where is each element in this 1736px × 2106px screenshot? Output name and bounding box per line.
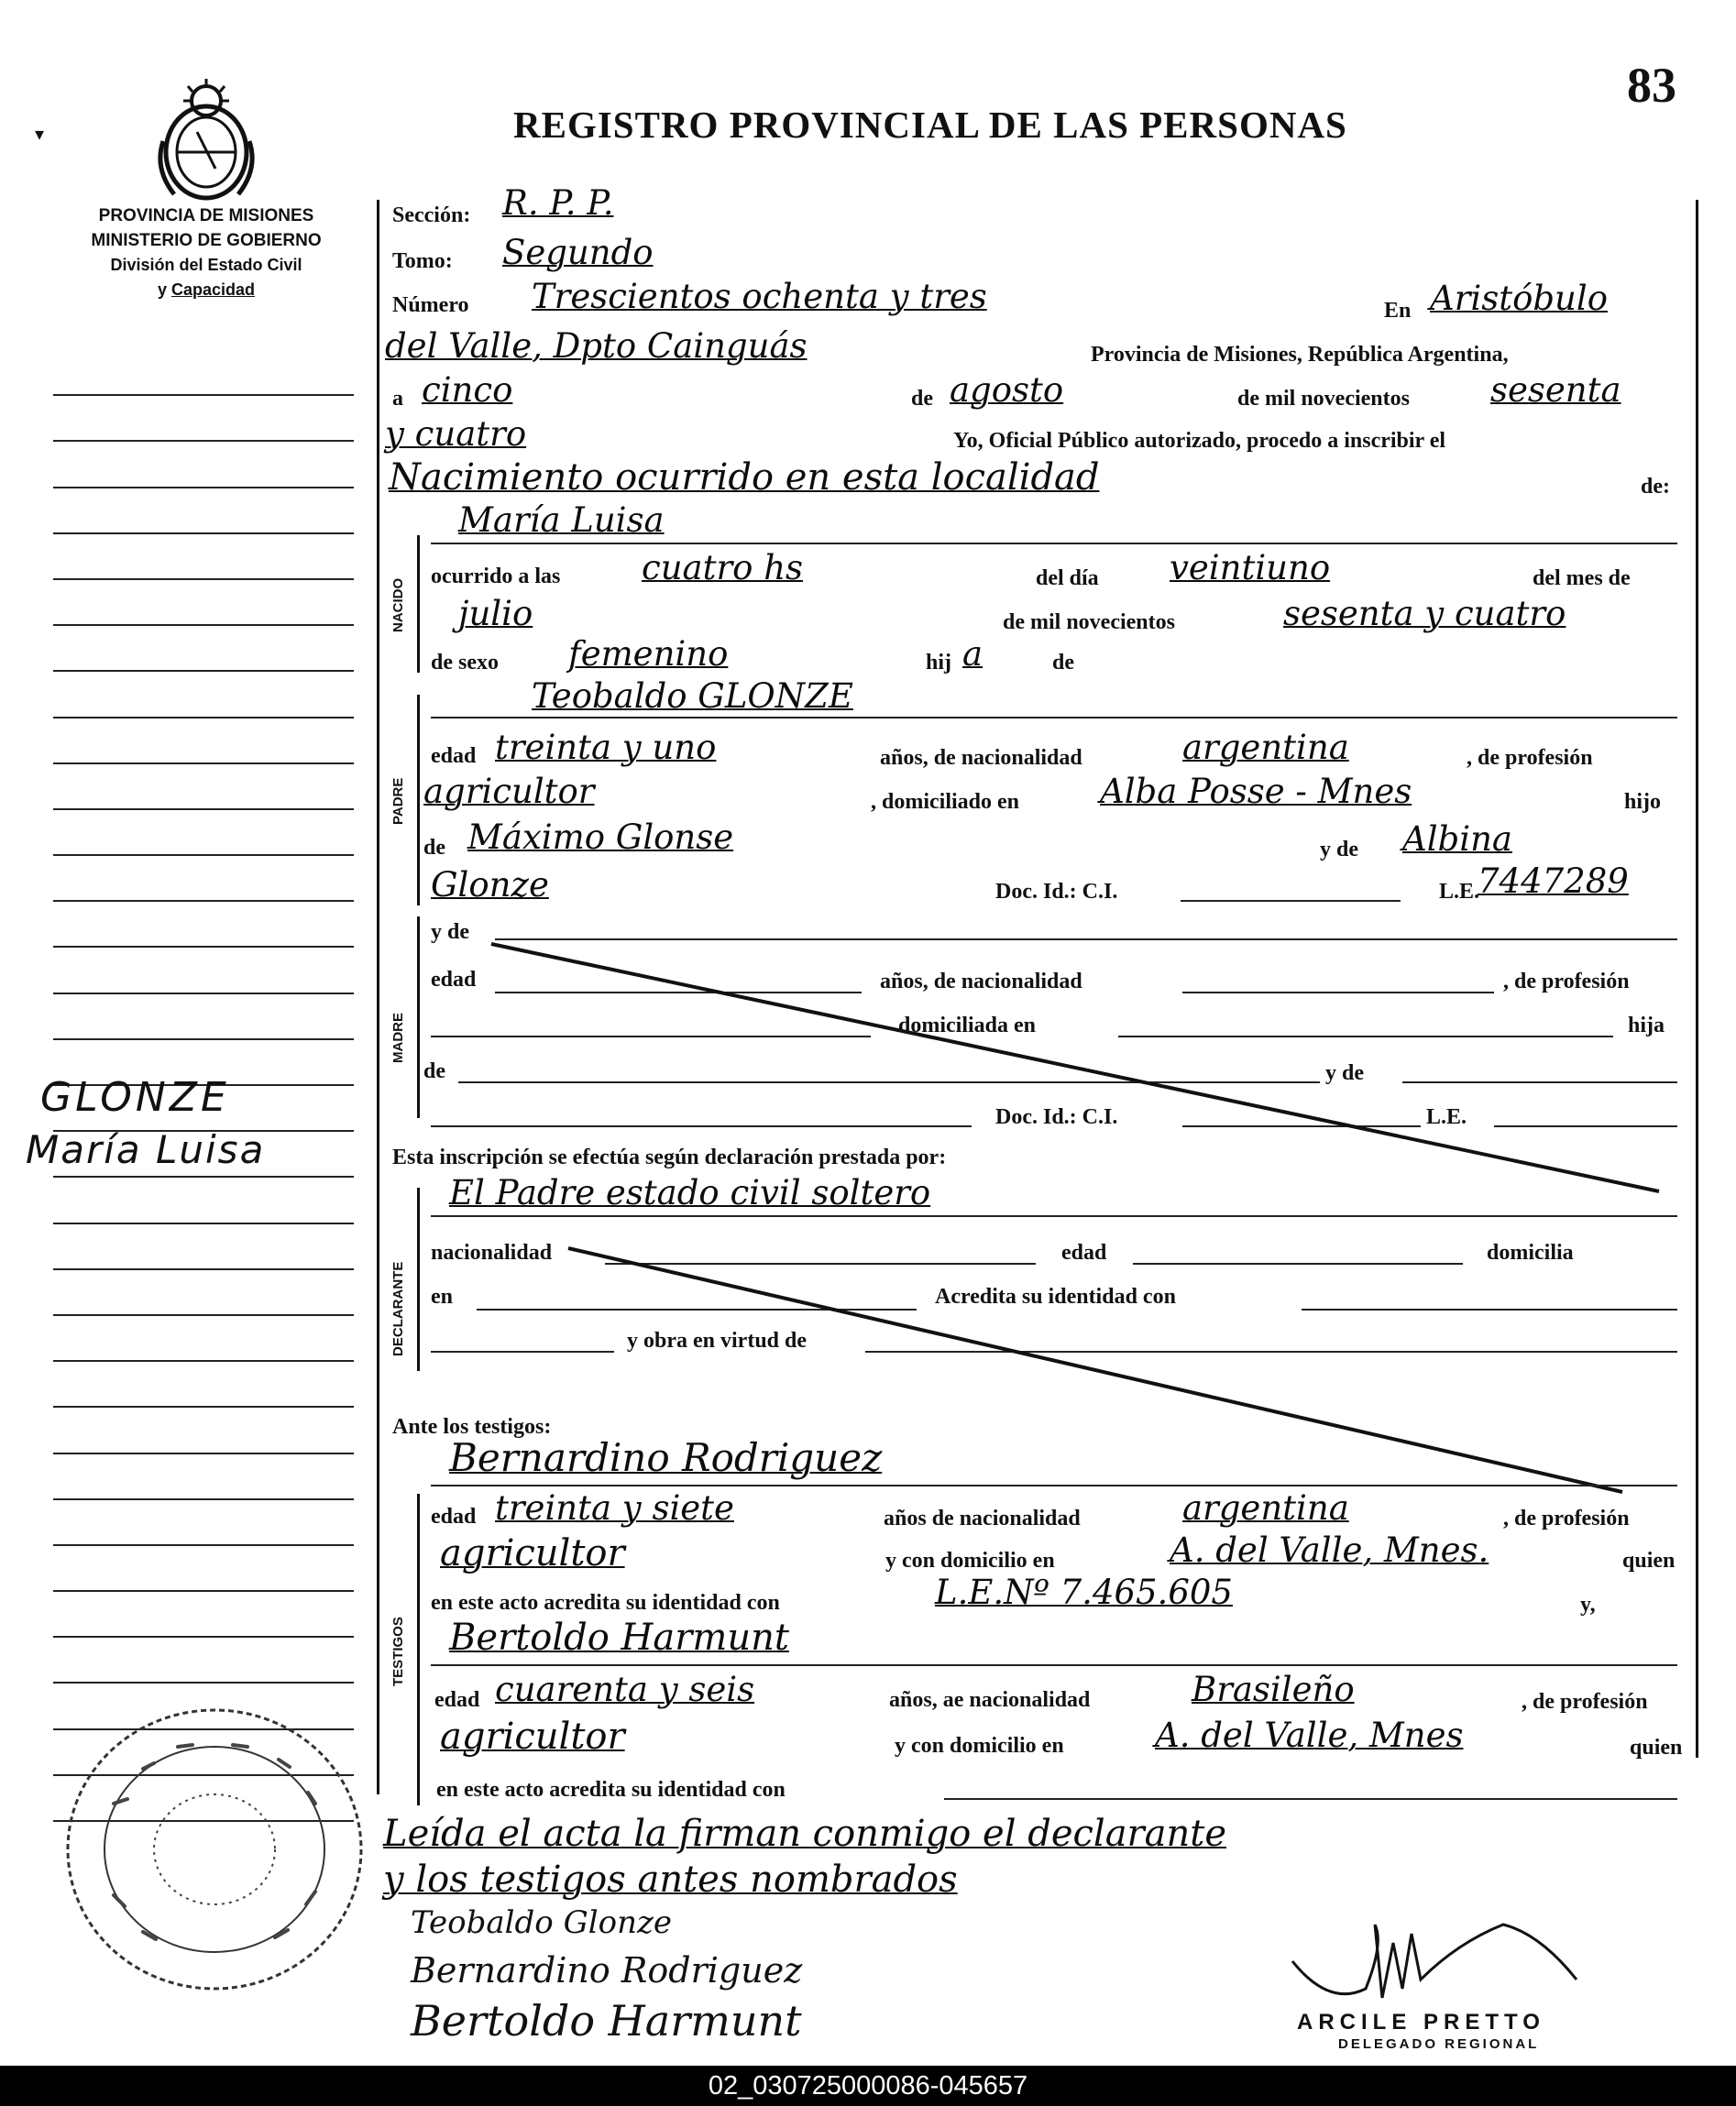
value-mes-nac: julio xyxy=(458,594,533,633)
label-t1-prof: , de profesión xyxy=(1503,1507,1630,1530)
value-anio-nac: sesenta y cuatro xyxy=(1283,594,1566,633)
label-t2-edad: edad xyxy=(434,1688,480,1712)
label-t2-quien: quien xyxy=(1630,1736,1683,1760)
value-padre-le: 7447289 xyxy=(1478,861,1629,901)
label-de-abuelo: de xyxy=(423,836,445,860)
label-padre-nac: años, de nacionalidad xyxy=(880,746,1082,770)
label-y-obra: y obra en virtud de xyxy=(627,1329,808,1353)
label-madre-edad: edad xyxy=(431,968,477,992)
value-t1-nac: argentina xyxy=(1182,1488,1349,1528)
label-en: En xyxy=(1384,299,1412,323)
label-domiciliada: domiciliada en xyxy=(898,1014,1037,1037)
side-label-nacido: NACIDO xyxy=(390,577,406,632)
signature-declarante: Teobaldo Glonze xyxy=(411,1904,673,1941)
value-nombre: María Luisa xyxy=(458,500,665,540)
label-decl-edad: edad xyxy=(1061,1241,1107,1265)
side-label-madre: MADRE xyxy=(390,1013,406,1063)
value-t2-prof: agricultor xyxy=(440,1716,625,1758)
division-prefix: y xyxy=(157,280,171,299)
document-title: REGISTRO PROVINCIAL DE LAS PERSONAS xyxy=(513,104,1347,146)
value-t1-dom: A. del Valle, Mnes. xyxy=(1170,1530,1489,1570)
label-de-hij: de xyxy=(1052,651,1074,675)
label-decl-en: en xyxy=(431,1285,453,1309)
section-divider-testigos xyxy=(417,1494,420,1805)
label-t1-y: y, xyxy=(1580,1593,1596,1617)
label-ocurrido: ocurrido a las xyxy=(431,565,561,588)
label-hij: hij xyxy=(926,651,952,675)
line-testigo-1 xyxy=(431,1485,1677,1486)
value-padre-nac: argentina xyxy=(1182,728,1349,767)
side-label-testigos: TESTIGOS xyxy=(390,1617,406,1686)
label-hijo: hijo xyxy=(1624,790,1662,814)
label-acredita: Acredita su identidad con xyxy=(935,1285,1176,1309)
value-padre-edad: treinta y uno xyxy=(495,728,717,767)
document-id-footer: 02_030725000086-045657 xyxy=(0,2066,1736,2106)
label-t1-dom: y con domicilio en xyxy=(885,1549,1055,1573)
label-t1-nac: años de nacionalidad xyxy=(884,1507,1081,1530)
value-hora: cuatro hs xyxy=(642,548,804,587)
value-tomo: Segundo xyxy=(502,233,654,272)
label-esta-inscripcion: Esta inscripción se efectúa según declaración prestada por: xyxy=(392,1146,947,1169)
label-decl-nac: nacionalidad xyxy=(431,1241,553,1265)
line-testigo-2 xyxy=(431,1664,1677,1666)
value-cierre-2: y los testigos antes nombrados xyxy=(383,1859,958,1901)
value-abuelo: Máximo Glonse xyxy=(467,817,734,857)
margin-surname: GLONZE xyxy=(40,1074,230,1121)
value-mes: agosto xyxy=(950,370,1064,410)
label-t1-quien: quien xyxy=(1622,1549,1676,1573)
label-seccion: Sección: xyxy=(392,203,471,227)
division-name: División del Estado Civil xyxy=(110,256,302,274)
label-de-sexo: de sexo xyxy=(431,651,499,675)
label-domiciliado: , domiciliado en xyxy=(871,790,1020,814)
label-t2-dom: y con domicilio en xyxy=(895,1734,1064,1758)
label-madre-le: L.E. xyxy=(1426,1105,1467,1129)
division-capacidad: Capacidad xyxy=(170,280,256,299)
official-role: DELEGADO REGIONAL xyxy=(1338,2036,1540,2052)
label-t1-acredita: en este acto acredita su identidad con xyxy=(431,1591,780,1615)
value-padre-dom: Alba Posse - Mnes xyxy=(1100,772,1412,811)
label-madre-doc: Doc. Id.: C.I. xyxy=(995,1105,1118,1129)
value-abuela: Albina xyxy=(1402,819,1512,859)
official-signature xyxy=(1274,1906,1586,2016)
label-hija: hija xyxy=(1628,1014,1665,1037)
label-yo-oficial: Yo, Oficial Público autorizado, procedo a inscribir el xyxy=(953,429,1446,453)
label-padre-edad: edad xyxy=(431,744,477,768)
label-padre-le: L.E. xyxy=(1439,880,1480,904)
value-t2-dom: A. del Valle, Mnes xyxy=(1155,1716,1464,1755)
label-madre-prof: , de profesión xyxy=(1503,970,1630,993)
official-name: ARCILE PRETTO xyxy=(1297,2010,1545,2035)
label-padre-doc: Doc. Id.: C.I. xyxy=(995,880,1118,904)
label-decl-domicilia: domicilia xyxy=(1487,1241,1574,1265)
value-anio-a: sesenta xyxy=(1490,370,1621,410)
label-de-mes: de xyxy=(911,387,933,411)
signature-testigo-1: Bernardino Rodriguez xyxy=(411,1950,803,1991)
value-padre: Teobaldo GLONZE xyxy=(532,676,853,716)
page-number: 83 xyxy=(1627,58,1676,113)
label-provincia: Provincia de Misiones, República Argentina, xyxy=(1091,343,1509,367)
margin-mark: ▾ xyxy=(35,125,45,145)
label-madre-nac: años, de nacionalidad xyxy=(880,970,1082,993)
value-acto: Nacimiento ocurrido en esta localidad xyxy=(389,456,1100,499)
value-hij-suffix: a xyxy=(962,634,983,674)
value-sexo: femenino xyxy=(568,634,729,674)
side-label-declarante: DECLARANTE xyxy=(390,1261,406,1356)
margin-given-names: María Luisa xyxy=(26,1127,266,1172)
province-name: PROVINCIA DE MISIONES xyxy=(98,206,314,225)
label-tomo: Tomo: xyxy=(392,249,453,273)
value-dia-nac: veintiuno xyxy=(1170,548,1331,587)
ministry-name: MINISTERIO DE GOBIERNO xyxy=(91,231,322,250)
value-t2-edad: cuarenta y seis xyxy=(495,1670,755,1709)
value-cierre-1: Leída el acta la firman conmigo el declarante xyxy=(383,1813,1227,1855)
value-declarante: El Padre estado civil soltero xyxy=(449,1173,931,1212)
line-t2-doc xyxy=(944,1798,1677,1800)
side-label-padre: PADRE xyxy=(390,777,406,825)
label-numero: Número xyxy=(392,293,469,317)
label-padre-prof: , de profesión xyxy=(1467,746,1593,770)
label-de-mil: de mil novecientos xyxy=(1237,387,1410,411)
value-t1-edad: treinta y siete xyxy=(495,1488,734,1528)
label-del-mes: del mes de xyxy=(1533,566,1631,590)
value-dia: cinco xyxy=(422,370,513,410)
label-t2-prof: , de profesión xyxy=(1522,1690,1648,1714)
label-madre-de: de xyxy=(423,1059,445,1083)
label-del-dia: del día xyxy=(1036,566,1099,590)
label-de-mil-2: de mil novecientos xyxy=(1003,610,1175,634)
registry-stamp xyxy=(59,1703,370,1996)
label-madre-y-de-2: y de xyxy=(1325,1061,1364,1085)
value-seccion: R. P. P. xyxy=(502,183,614,223)
value-padre-prof: agricultor xyxy=(423,772,595,811)
value-anio-b: y cuatro xyxy=(385,414,527,454)
label-de-colon: de: xyxy=(1641,475,1670,499)
value-numero: Trescientos ochenta y tres xyxy=(532,277,987,316)
value-en: Aristóbulo xyxy=(1430,279,1608,318)
value-testigo-1: Bernardino Rodriguez xyxy=(449,1435,883,1480)
value-testigo-2: Bertoldo Harmunt xyxy=(449,1617,789,1659)
label-ante-testigos: Ante los testigos: xyxy=(392,1415,552,1439)
label-madre-y-de: y de xyxy=(431,920,469,944)
value-abuela-2: Glonze xyxy=(431,865,549,905)
value-lugar: del Valle, Dpto Cainguás xyxy=(385,326,808,366)
value-t1-prof: agricultor xyxy=(440,1532,625,1574)
value-t2-nac: Brasileño xyxy=(1192,1670,1355,1709)
signature-testigo-2: Bertoldo Harmunt xyxy=(411,1996,802,2046)
label-t2-acredita: en este acto acredita su identidad con xyxy=(436,1778,786,1802)
value-t1-doc: L.E.Nº 7.465.605 xyxy=(935,1573,1233,1612)
label-a: a xyxy=(392,387,403,411)
label-t1-edad: edad xyxy=(431,1505,477,1529)
label-y-de-abuela: y de xyxy=(1320,838,1358,861)
label-t2-nac: años, ae nacionalidad xyxy=(889,1688,1091,1712)
